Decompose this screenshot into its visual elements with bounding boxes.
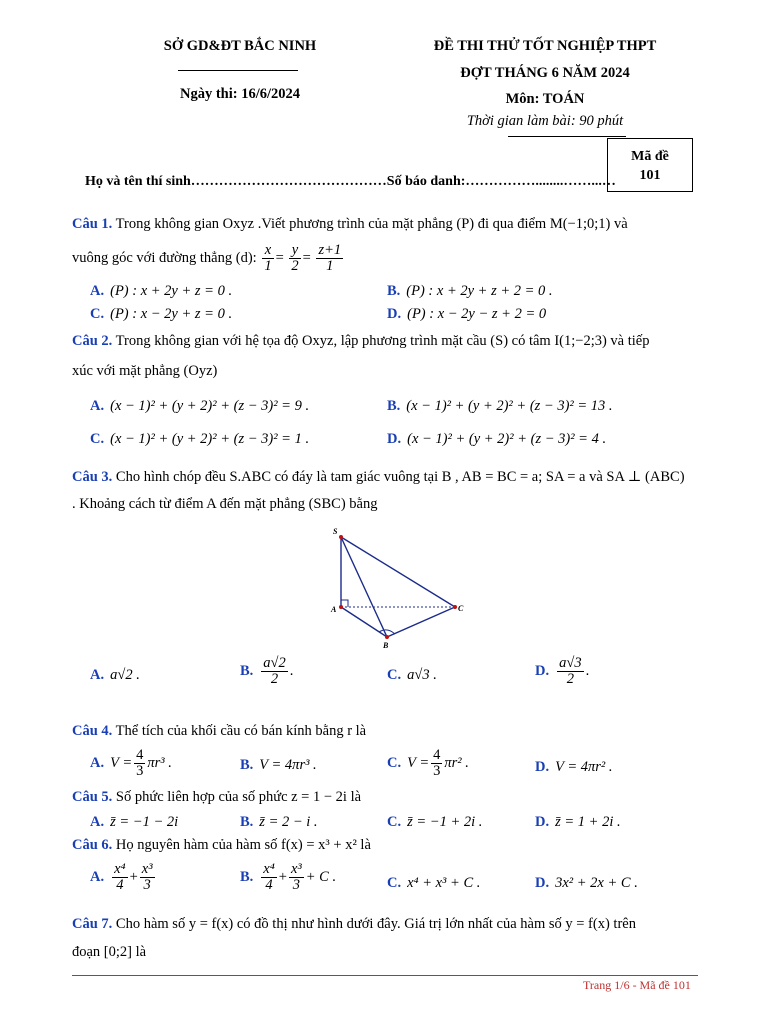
q5-label: Câu 5. [72, 789, 113, 805]
q1-line2: vuông góc với đường thẳng (d): $\frac{x}{1}$ = $\frac{y}{2}$ = $\frac{z+1}{1}$ [72, 242, 342, 275]
q1-text-1: Trong không gian Oxyz .Viết phương trình của mặt phẳng (P) đi qua điểm M(−1;0;1) và [115, 216, 628, 232]
q3-option-d[interactable]: D. $\frac{a√3}{2}$ . [535, 655, 590, 688]
q6-option-b[interactable]: B. $\frac{\text{x⁴}}{4}$ + $\frac{\text{x³}}{3}$ + C . [240, 861, 337, 894]
q4-option-d[interactable]: D. V = 4πr² . [535, 759, 613, 775]
q5-text-1: Số phức liên hợp của số phức z = 1 − 2i là [115, 789, 362, 805]
q6-option-c[interactable]: C. x⁴ + x³ + C . [387, 875, 481, 891]
q1-option-a[interactable]: A. (P) : x + 2y + z = 0 . [90, 283, 233, 299]
q6-line1 [72, 837, 371, 854]
q4-label: Câu 4. [72, 723, 113, 739]
q5-option-b[interactable]: B. z̄ = 2 − i . [240, 814, 318, 830]
subject: Môn: TOÁN [505, 91, 585, 107]
q7-line1 [72, 916, 636, 933]
q1-frac-y: $\frac{y}{2}$ [291, 242, 299, 275]
q4-option-c[interactable]: C. V = $\frac{4}{3}$ πr² . [387, 747, 469, 780]
candidate-info-line: Họ và tên thí sinh……………………………………Số báo danh:……………........……...… [85, 174, 616, 189]
q4-line1 [72, 723, 366, 740]
q5-line1 [72, 789, 361, 806]
q2-line2: xúc với mặt phẳng (Oyz) [72, 363, 218, 379]
label-c: C [458, 604, 464, 613]
q1-text-2: vuông góc với đường thẳng (d): [72, 250, 257, 267]
q5-option-a[interactable]: A. z̄ = −1 − 2i [90, 814, 179, 830]
q5-option-c[interactable]: C. z̄ = −1 + 2i . [387, 814, 483, 830]
q3-line1 [72, 469, 685, 486]
exam-date: Ngày thi: 16/6/2024 [179, 86, 301, 102]
q6-text-1: Họ nguyên hàm của hàm số f(x) = x³ + x² là [115, 837, 371, 853]
q3-option-b[interactable]: B. $\frac{a√2}{2}$ . [240, 655, 294, 688]
q2-option-a[interactable]: A. (x − 1)² + (y + 2)² + (z − 3)² = 9 . [90, 398, 310, 414]
exam-code-value: 101 [639, 168, 661, 183]
q6-option-d[interactable]: D. 3x² + 2x + C . [535, 875, 638, 891]
header-divider-right [508, 136, 626, 137]
q4-text-1: Thể tích của khối cầu có bán kính bằng r là [115, 723, 367, 739]
q1-label: Câu 1. [72, 216, 113, 232]
q4-option-b[interactable]: B. V = 4πr³ . [240, 757, 317, 773]
q3-option-a[interactable]: A. a√2 . [90, 667, 140, 683]
page-footer: Trang 1/6 - Mã đề 101 [583, 978, 691, 992]
footer-divider [72, 975, 698, 976]
q4-option-a[interactable]: A. V = $\frac{4}{3}$ πr³ . [90, 747, 172, 780]
q1-option-b[interactable]: B. (P) : x + 2y + z + 2 = 0 . [387, 283, 553, 299]
exam-title: ĐỀ THI THỬ TỐT NGHIỆP THPT [433, 38, 657, 54]
label-a: A [331, 605, 337, 614]
header-divider-left [178, 70, 298, 71]
q3-line2: . Khoảng cách từ điểm A đến mặt phẳng (SBC) bằng [72, 496, 378, 512]
q7-line2: đoạn [0;2] là [72, 944, 147, 960]
q2-label: Câu 2. [72, 333, 113, 349]
q3-option-c[interactable]: C. a√3 . [387, 667, 437, 683]
q2-text-1: Trong không gian với hệ tọa độ Oxyz, lập phương trình mặt cầu (S) có tâm I(1;−2;3) và tiếp [115, 333, 650, 349]
exam-code-box [607, 138, 693, 192]
exam-code-label: Mã đề [631, 149, 669, 164]
label-s: S [333, 527, 338, 536]
q1-option-d[interactable]: D. (P) : x − 2y − z + 2 = 0 [387, 306, 547, 322]
q7-text-1: Cho hàm số y = f(x) có đồ thị như hình dưới đây. Giá trị lớn nhất của hàm số y = f(x) trên [115, 916, 636, 932]
q1-frac-x: $\frac{x}{1}$ [264, 242, 272, 275]
q2-option-d[interactable]: D. (x − 1)² + (y + 2)² + (z − 3)² = 4 . [387, 431, 607, 447]
q2-option-b[interactable]: B. (x − 1)² + (y + 2)² + (z − 3)² = 13 . [387, 398, 613, 414]
exam-period: ĐỢT THÁNG 6 NĂM 2024 [460, 65, 630, 81]
duration: Thời gian làm bài: 90 phút [466, 113, 624, 129]
q5-option-d[interactable]: D. z̄ = 1 + 2i . [535, 814, 621, 830]
q3-label: Câu 3. [72, 469, 113, 485]
q1-frac-z: $\frac{z+1}{1}$ [318, 242, 342, 275]
q2-option-c[interactable]: C. (x − 1)² + (y + 2)² + (z − 3)² = 1 . [90, 431, 310, 447]
department-name: SỞ GD&ĐT BẮC NINH [163, 38, 317, 54]
q7-label: Câu 7. [72, 916, 113, 932]
q1-option-c[interactable]: C. (P) : x − 2y + z = 0 . [90, 306, 233, 322]
q2-line1 [72, 333, 649, 350]
pyramid-figure [325, 522, 475, 652]
q3-text-1: Cho hình chóp đều S.ABC có đáy là tam giác vuông tại B , AB = BC = a; SA = a và SA ⊥ (ABC) [115, 469, 685, 485]
q6-option-a[interactable]: A. $\frac{\text{x⁴}}{4}$ + $\frac{\text{x³}}{3}$ [90, 861, 153, 894]
q1-line1 [72, 216, 628, 233]
q6-label: Câu 6. [72, 837, 113, 853]
label-b: B [383, 641, 389, 650]
